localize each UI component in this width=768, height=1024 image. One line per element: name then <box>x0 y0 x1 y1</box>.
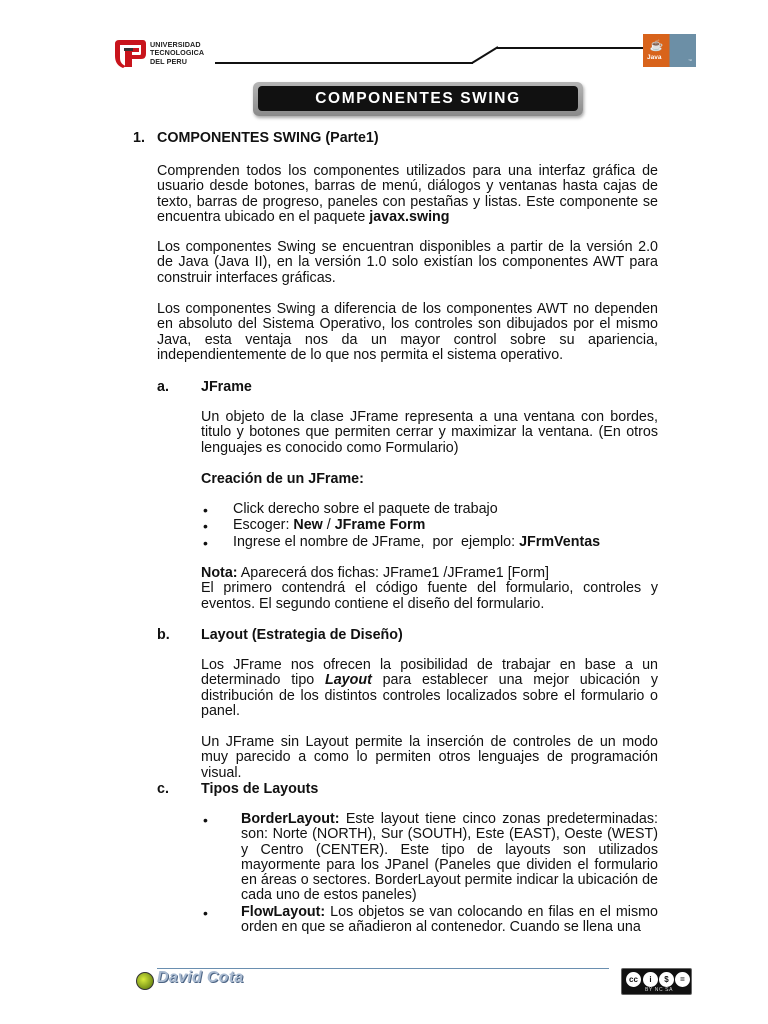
paragraph-versions: Los componentes Swing se encuentran disponibles a partir de la versión 2.0 de Java (Java II), en la versión 1.0 solo existían los componentes AWT para construir interfaces gráficas. <box>157 239 658 286</box>
sharealike-icon: = <box>674 971 691 988</box>
section-number: 1. <box>133 130 145 146</box>
header-rule-slant <box>470 46 500 64</box>
author-name: David Cota <box>157 969 244 986</box>
attribution-icon: i <box>642 971 659 988</box>
creative-commons-license <box>621 968 692 995</box>
subsection-title-layout-types: Tipos de Layouts <box>201 781 319 797</box>
paragraph-intro: Comprenden todos los componentes utilizados para una interfaz gráfica de usuario desde botones, barras de menú, diálogos y ventanas hasta cajas de texto, barras de progreso, paneles con pestañas y listas. Este componente se encuentra ubicado en el paquete javax.swing <box>157 163 658 225</box>
borderlayout-item: BorderLayout: Este layout tiene cinco zonas predeterminadas: son: Norte (NORTH), Sur (SOUTH), Este (EAST), Oeste (WEST) y Centro (CENTER). Este tipo de layouts son utilizados mayormente para los JPanel (Paneles que dividen el formulario en áreas o sectores. BorderLayout permite indicar la ubicación de cada uno de estos paneles) <box>241 811 658 904</box>
trademark-mark: ™ <box>688 58 692 63</box>
paragraph-no-layout: Un JFrame sin Layout permite la inserción de controles de un modo muy parecido a como lo permiten otros lenguajes de programación visual. <box>201 734 658 781</box>
author-badge-icon <box>136 972 154 990</box>
header-rule-left <box>215 62 473 64</box>
java-logo <box>643 34 696 67</box>
subsection-letter-c: c. <box>157 781 169 797</box>
subsection-title-layout: Layout (Estrategia de Diseño) <box>201 627 403 643</box>
section-title: COMPONENTES SWING (Parte1) <box>157 130 379 146</box>
creation-heading: Creación de un JFrame: <box>201 471 364 487</box>
java-label: Java <box>647 54 662 61</box>
bullet-icon: • <box>203 518 208 534</box>
subsection-letter-a: a. <box>157 379 169 395</box>
package-name: javax.swing <box>369 208 450 225</box>
subsection-title-jframe: JFrame <box>201 379 252 395</box>
paragraph-layout: Los JFrame nos ofrecen la posibilidad de trabajar en base a un determinado tipo Layout para establecer una mejor ubicación y distribución de los distintos controles localizados sobre el formulario o panel. <box>201 657 658 719</box>
paragraph-awt-comparison: Los componentes Swing a diferencia de los componentes AWT no dependen en absoluto del Sistema Operativo, los controles son dibujados por el mismo Java, esta ventaja nos da un mayor control sobre su apariencia, independientemente de lo que nos permita el sistema operativo. <box>157 301 658 363</box>
bullet-icon: • <box>203 812 208 828</box>
title-banner <box>253 82 583 116</box>
java-cup-icon: ☕ <box>649 40 664 52</box>
university-name: UNIVERSIDAD TECNOLOGICA DEL PERU <box>150 40 205 66</box>
banner-title: COMPONENTES SWING <box>258 86 578 111</box>
license-text: BY NC SA <box>645 987 674 993</box>
bullet-icon: • <box>203 905 208 921</box>
bullet-item-2: Escoger: New / JFrame Form <box>233 517 426 533</box>
university-logo <box>112 36 212 72</box>
flowlayout-item: FlowLayout: Los objetos se van colocando en filas en el mismo orden en que se añadieron al contenedor. Cuando se llena una <box>241 904 658 936</box>
bullet-icon: • <box>203 535 208 551</box>
utp-logo-icon <box>112 36 148 70</box>
noncommercial-icon: $ <box>658 971 675 988</box>
paragraph-jframe: Un objeto de la clase JFrame representa a una ventana con bordes, titulo y botones que permiten cerrar y maximizar la ventana. (En otros lenguajes es conocido como Formulario) <box>201 409 658 456</box>
subsection-letter-b: b. <box>157 627 170 643</box>
bullet-item-1: Click derecho sobre el paquete de trabajo <box>233 501 498 517</box>
note-paragraph: Nota: Aparecerá dos fichas: JFrame1 /JFrame1 [Form] El primero contendrá el código fuente del formulario, controles y eventos. El segundo contiene el diseño del formulario. <box>201 565 658 612</box>
cc-icon: cc <box>625 971 642 988</box>
bullet-icon: • <box>203 502 208 518</box>
bullet-item-3: Ingrese el nombre de JFrame, por ejemplo: JFrmVentas <box>233 534 601 550</box>
header-rule-right <box>497 47 643 49</box>
